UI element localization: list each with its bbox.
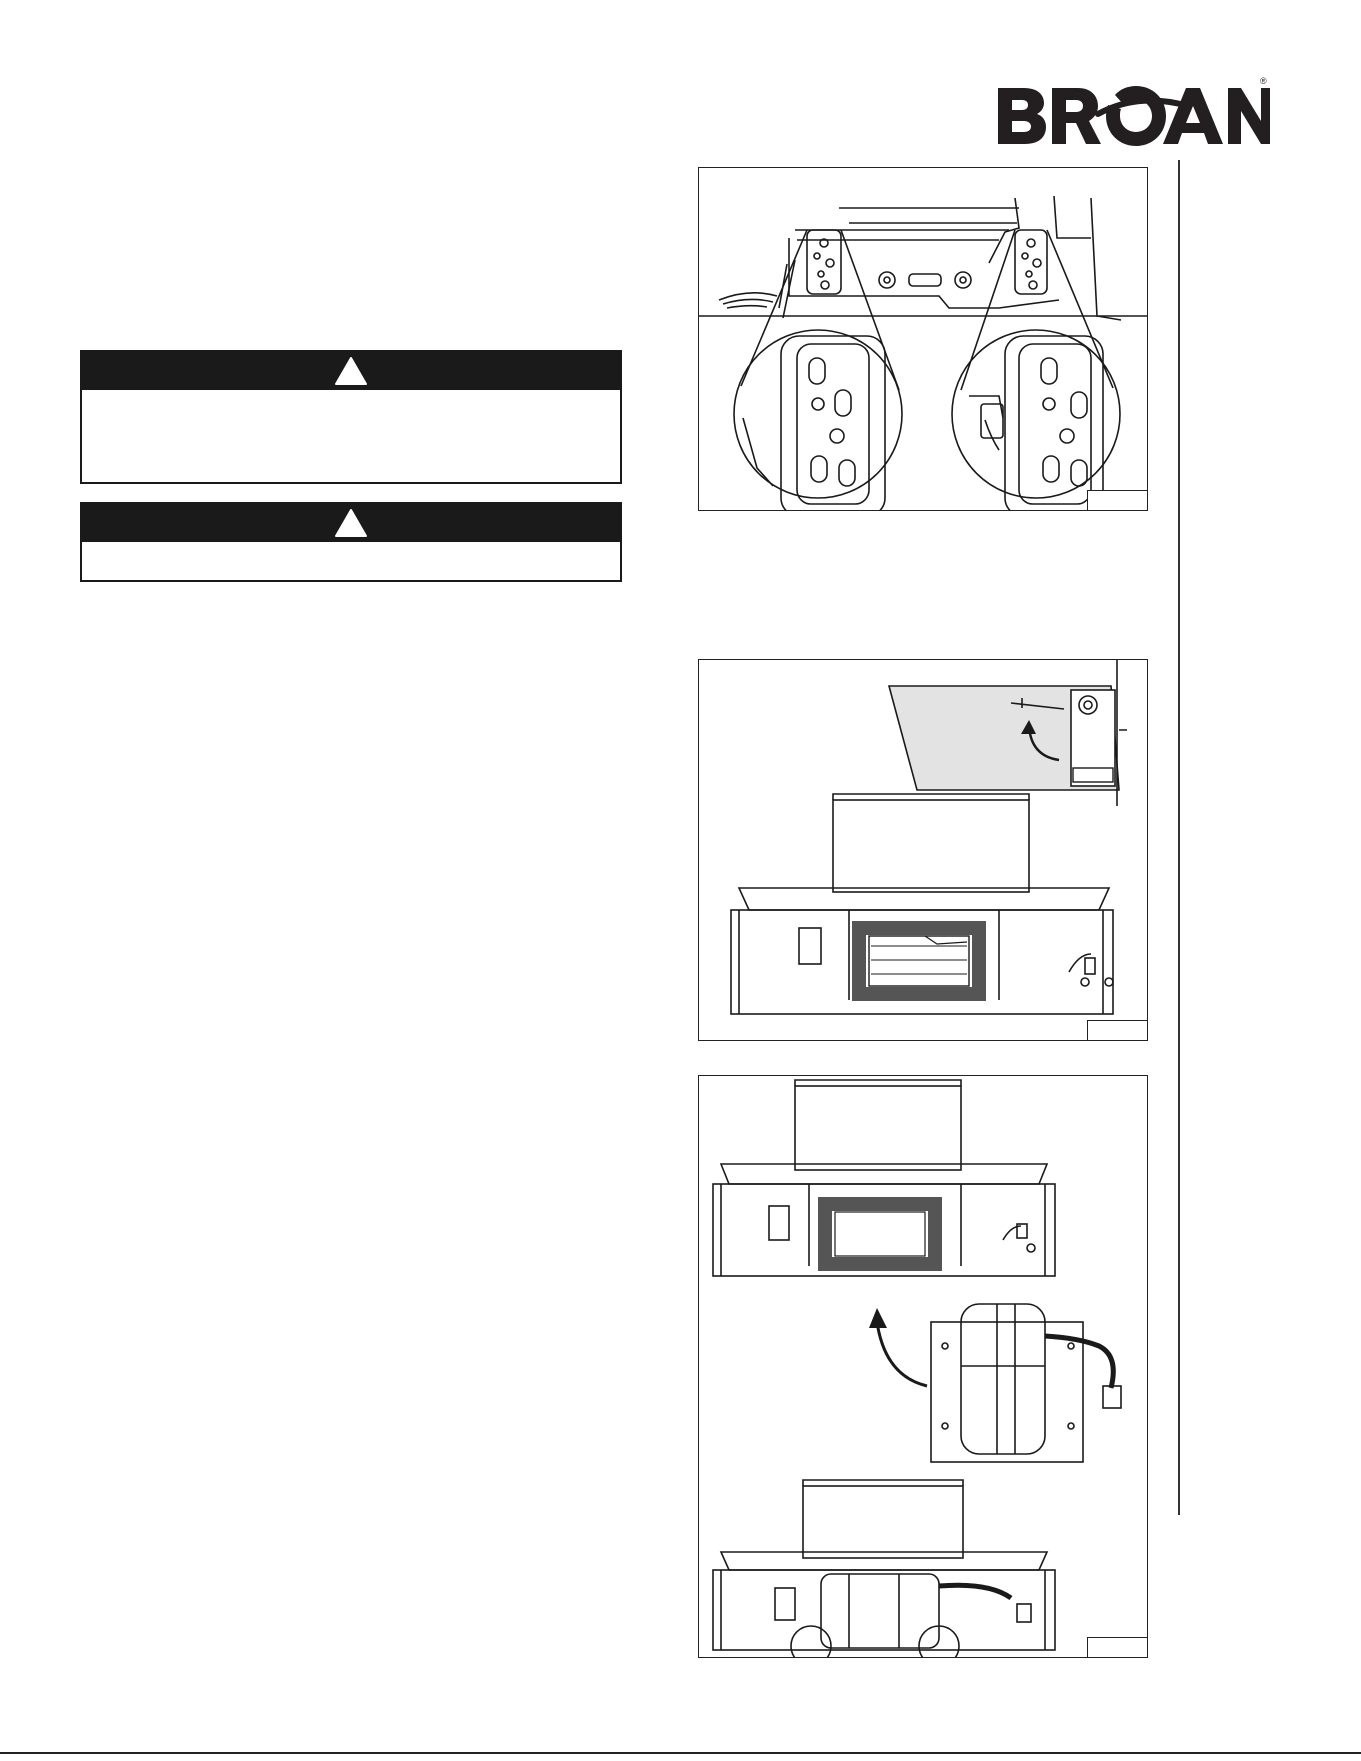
- figure-3: [698, 1075, 1148, 1658]
- figure-2-illustration: [699, 660, 1148, 1041]
- warning-triangle-icon: [334, 508, 368, 538]
- figure-label-box: [1087, 490, 1147, 510]
- broan-logo: [990, 74, 1270, 148]
- figure-1-illustration: [699, 168, 1148, 511]
- warning-box: [80, 350, 622, 484]
- margin-rule: [1178, 160, 1180, 1515]
- caution-box: [80, 502, 622, 582]
- caution-header: [82, 504, 620, 542]
- figure-3-illustration: [699, 1076, 1148, 1658]
- warning-triangle-icon: [334, 356, 368, 386]
- warning-header: [82, 352, 620, 390]
- figure-label-box: [1087, 1637, 1147, 1657]
- footer-rule: [0, 1752, 1361, 1754]
- figure-1: [698, 167, 1148, 511]
- figure-label-box: [1087, 1020, 1147, 1040]
- figure-2: [698, 659, 1148, 1041]
- svg-text:®: ®: [1260, 76, 1267, 86]
